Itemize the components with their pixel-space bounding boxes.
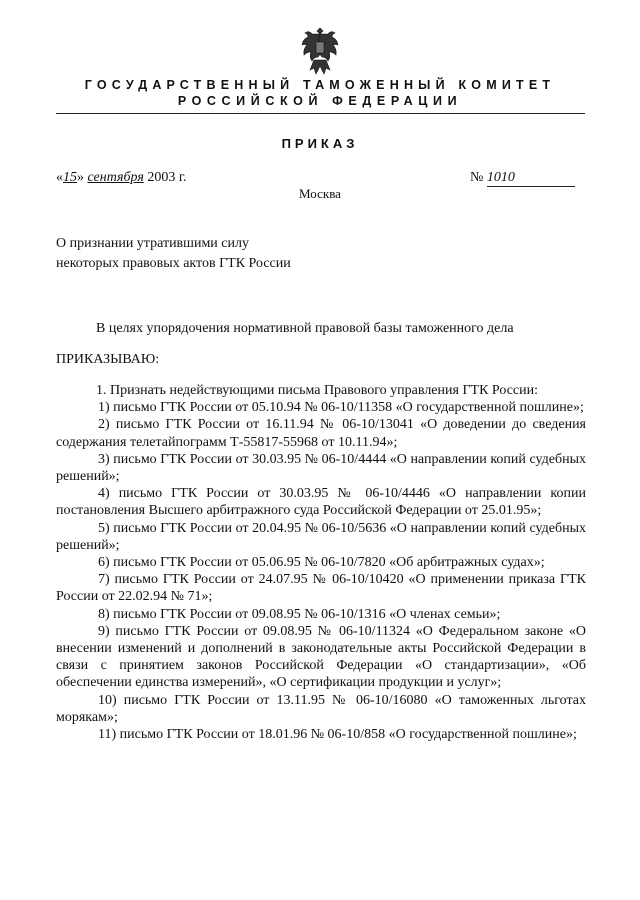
subject-line-1: О признании утратившими силу [56,236,249,251]
order-item: 9) письмо ГТК России от 09.08.95 № 06-10/11324 «О Федеральном законе «О внесении изменений и дополнений в законодательные акты Российской Федерации в связи с принятием законов Российской Федерации «О стандартизации», «Об обеспечении единства измерений», «О сертификации продукции и услуг»; [56,623,586,691]
date-open-quote: « [56,170,63,185]
order-item: 1) письмо ГТК России от 05.10.94 № 06-10/11358 «О государственной пошлине»; [98,400,584,416]
double-headed-eagle-icon [298,26,342,76]
header-divider [56,113,585,114]
order-item: 4) письмо ГТК России от 30.03.95 № 06-10/4446 «О направлении копии постановления Высшего арбитражного суда Российской Федерации от 25.01.95»; [56,486,586,519]
date-year: 2003 г. [147,170,187,185]
order-item: 1. Признать недействующими письма Правового управления ГТК России: [96,383,539,398]
subject-line-2: некоторых правовых актов ГТК России [56,256,291,271]
order-item: 8) письмо ГТК России от 09.08.95 № 06-10/1316 «О членах семьи»; [98,606,501,622]
order-item: 2) письмо ГТК России от 16.11.94 № 06-10/13041 «О доведении до сведения содержания телетайпограмм Т-55817-55968 от 10.11.94»; [56,417,586,450]
order-item: 10) письмо ГТК России от 13.11.95 № 06-10/16080 «О таможенных льготах морякам»; [56,692,586,725]
date-month: сентября [87,170,144,185]
purpose-statement: В целях упорядочения нормативной правовой базы таможенного дела [96,321,514,336]
order-item: 5) письмо ГТК России от 20.04.95 № 06-10/5636 «О направлении копий судебных решений»; [56,520,586,553]
document-title: ПРИКАЗ [281,136,359,151]
order-item: 11) письмо ГТК России от 18.01.96 № 06-10/858 «О государственной пошлине»; [98,727,577,743]
date-day: 15 [63,170,77,185]
number-value: 1010 [487,170,575,187]
date-close-quote: » [77,170,84,185]
document-city: Москва [299,186,341,201]
document-number [470,170,575,187]
number-prefix: № [470,170,484,185]
order-item: 3) письмо ГТК России от 30.03.95 № 06-10/4444 «О направлении копий судебных решений»; [56,451,586,485]
document-date [56,170,187,186]
committee-name: ГОСУДАРСТВЕННЫЙ ТАМОЖЕННЫЙ КОМИТЕТ [84,78,556,92]
country-name: РОССИЙСКОЙ ФЕДЕРАЦИИ [177,94,463,108]
order-word: ПРИКАЗЫВАЮ: [56,352,160,367]
order-body [56,382,586,743]
order-item: 7) письмо ГТК России от 24.07.95 № 06-10/10420 «О применении приказа ГТК России от 22.02.94 № 71»; [56,572,586,605]
order-item: 6) письмо ГТК России от 05.06.95 № 06-10/7820 «Об арбитражных судах»; [98,555,545,571]
